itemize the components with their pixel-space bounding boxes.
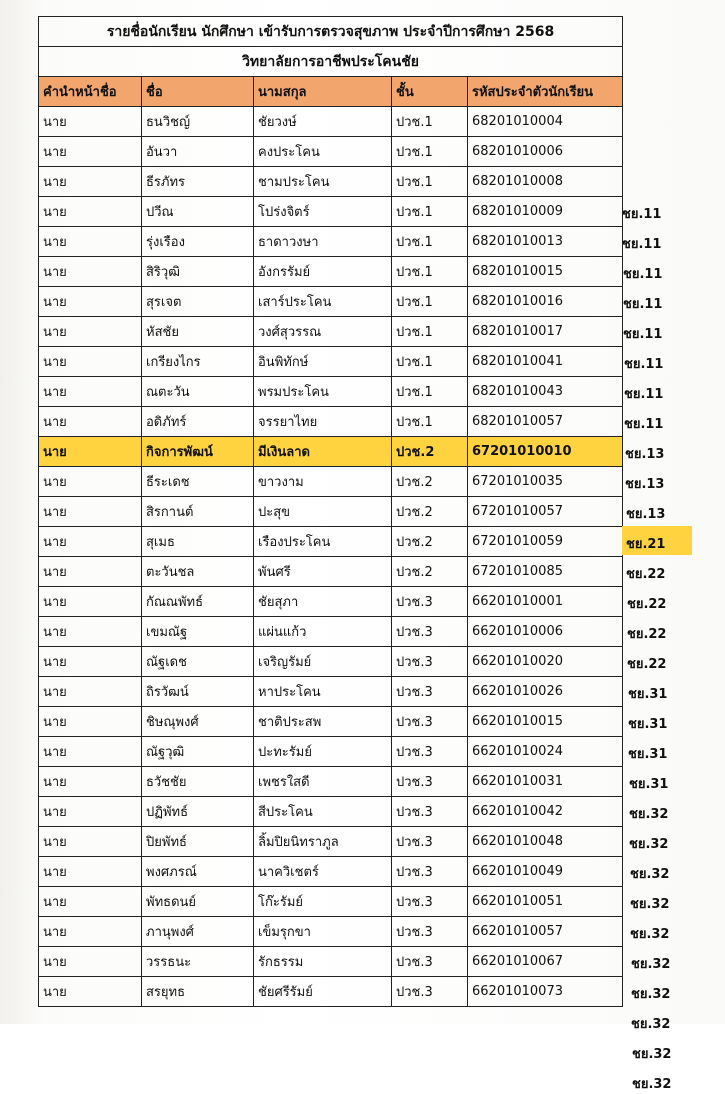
cell-level: ปวช.3 xyxy=(392,797,468,827)
table-row xyxy=(39,737,623,767)
cell-student-id: 66201010042 xyxy=(468,797,623,827)
cell-last-name: ชาติประสพ xyxy=(254,707,392,737)
table-row xyxy=(39,647,623,677)
cell-level: ปวช.3 xyxy=(392,827,468,857)
cell-last-name: รักธรรม xyxy=(254,947,392,977)
cell-level: ปวช.3 xyxy=(392,767,468,797)
cell-prefix: นาย xyxy=(39,857,142,887)
cell-last-name: ปะสุข xyxy=(254,497,392,527)
cell-level: ปวช.3 xyxy=(392,857,468,887)
group-label: ชย.13 xyxy=(625,447,665,462)
cell-student-id: 67201010085 xyxy=(468,557,623,587)
cell-level: ปวช.2 xyxy=(392,437,468,467)
cell-level: ปวช.3 xyxy=(392,707,468,737)
table-row xyxy=(39,407,623,437)
cell-student-id: 66201010026 xyxy=(468,677,623,707)
group-label: ชย.31 xyxy=(628,717,668,732)
cell-student-id: 68201010057 xyxy=(468,407,623,437)
cell-level: ปวช.1 xyxy=(392,107,468,137)
cell-last-name: ลิ้มปิยนิทราภูล xyxy=(254,827,392,857)
cell-prefix: นาย xyxy=(39,107,142,137)
column-header-row xyxy=(39,77,623,107)
group-label: ชย.31 xyxy=(628,687,668,702)
cell-level: ปวช.3 xyxy=(392,977,468,1007)
cell-prefix: นาย xyxy=(39,677,142,707)
table-row xyxy=(39,257,623,287)
group-label: ชย.11 xyxy=(622,237,662,252)
cell-prefix: นาย xyxy=(39,827,142,857)
cell-first-name: สิริวุฒิ xyxy=(142,257,254,287)
group-label: ชย.31 xyxy=(629,777,669,792)
cell-level: ปวช.1 xyxy=(392,227,468,257)
group-label: ชย.32 xyxy=(630,867,670,882)
cell-student-id: 66201010031 xyxy=(468,767,623,797)
cell-prefix: นาย xyxy=(39,587,142,617)
cell-last-name: ปะทะรัมย์ xyxy=(254,737,392,767)
cell-last-name: จรรยาไทย xyxy=(254,407,392,437)
cell-first-name: สรยุทธ xyxy=(142,977,254,1007)
student-roster-table xyxy=(38,16,623,1007)
group-label: ชย.13 xyxy=(626,507,666,522)
group-label: ชย.22 xyxy=(627,597,667,612)
cell-student-id: 68201010041 xyxy=(468,347,623,377)
cell-prefix: นาย xyxy=(39,467,142,497)
roster-sheet xyxy=(38,16,622,1007)
cell-last-name: มีเงินลาด xyxy=(254,437,392,467)
column-header-prefix: คำนำหน้าชื่อ xyxy=(39,77,142,107)
cell-last-name: คงประโคน xyxy=(254,137,392,167)
cell-last-name: หาประโคน xyxy=(254,677,392,707)
group-label: ชย.32 xyxy=(631,957,671,972)
group-label: ชย.32 xyxy=(629,837,669,852)
cell-prefix: นาย xyxy=(39,407,142,437)
college-row xyxy=(39,47,623,77)
cell-last-name: อังกรรัมย์ xyxy=(254,257,392,287)
cell-last-name: ขาวงาม xyxy=(254,467,392,497)
cell-prefix: นาย xyxy=(39,497,142,527)
cell-prefix: นาย xyxy=(39,887,142,917)
group-label: ชย.32 xyxy=(632,1047,672,1062)
table-row xyxy=(39,767,623,797)
table-row xyxy=(39,617,623,647)
cell-student-id: 67201010010 xyxy=(468,437,623,467)
cell-student-id: 66201010024 xyxy=(468,737,623,767)
cell-first-name: ธีรภัทร xyxy=(142,167,254,197)
cell-prefix: นาย xyxy=(39,227,142,257)
cell-prefix: นาย xyxy=(39,767,142,797)
cell-prefix: นาย xyxy=(39,707,142,737)
cell-last-name: เรืองประโคน xyxy=(254,527,392,557)
title-row xyxy=(39,17,623,47)
cell-first-name: ชิษณุพงศ์ xyxy=(142,707,254,737)
cell-student-id: 68201010009 xyxy=(468,197,623,227)
cell-first-name: อันวา xyxy=(142,137,254,167)
cell-first-name: เกรียงไกร xyxy=(142,347,254,377)
table-row xyxy=(39,947,623,977)
table-row xyxy=(39,287,623,317)
cell-last-name: ชัยวงษ์ xyxy=(254,107,392,137)
cell-last-name: เพชรใสดี xyxy=(254,767,392,797)
roster-body xyxy=(39,107,623,1007)
cell-student-id: 66201010048 xyxy=(468,827,623,857)
table-row xyxy=(39,527,623,557)
cell-prefix: นาย xyxy=(39,437,142,467)
cell-student-id: 66201010006 xyxy=(468,617,623,647)
cell-last-name: ธาดาวงษา xyxy=(254,227,392,257)
college-name: วิทยาลัยการอาชีพประโคนชัย xyxy=(39,47,623,77)
table-row xyxy=(39,317,623,347)
cell-first-name: กัณณพัทธ์ xyxy=(142,587,254,617)
cell-prefix: นาย xyxy=(39,317,142,347)
group-label: ชย.21 xyxy=(626,537,666,552)
cell-last-name: สีประโคน xyxy=(254,797,392,827)
cell-level: ปวช.1 xyxy=(392,377,468,407)
table-row xyxy=(39,227,623,257)
cell-last-name: แผ่นแก้ว xyxy=(254,617,392,647)
cell-prefix: นาย xyxy=(39,137,142,167)
cell-prefix: นาย xyxy=(39,347,142,377)
cell-first-name: พงศภรณ์ xyxy=(142,857,254,887)
cell-level: ปวช.2 xyxy=(392,467,468,497)
cell-student-id: 68201010006 xyxy=(468,137,623,167)
group-label: ชย.13 xyxy=(625,477,665,492)
cell-level: ปวช.1 xyxy=(392,137,468,167)
cell-last-name: เสาร์ประโคน xyxy=(254,287,392,317)
cell-level: ปวช.1 xyxy=(392,407,468,437)
cell-first-name: สุรเจต xyxy=(142,287,254,317)
cell-first-name: ธวัชชัย xyxy=(142,767,254,797)
cell-first-name: รุ่งเรือง xyxy=(142,227,254,257)
cell-level: ปวช.3 xyxy=(392,887,468,917)
cell-last-name: เข็มรุกขา xyxy=(254,917,392,947)
cell-student-id: 66201010051 xyxy=(468,887,623,917)
table-row xyxy=(39,917,623,947)
cell-prefix: นาย xyxy=(39,257,142,287)
cell-prefix: นาย xyxy=(39,977,142,1007)
cell-last-name: โปร่งจิตร์ xyxy=(254,197,392,227)
cell-level: ปวช.3 xyxy=(392,737,468,767)
column-header-first-name: ชื่อ xyxy=(142,77,254,107)
cell-student-id: 68201010004 xyxy=(468,107,623,137)
cell-level: ปวช.3 xyxy=(392,677,468,707)
cell-student-id: 68201010008 xyxy=(468,167,623,197)
table-row xyxy=(39,347,623,377)
table-row xyxy=(39,827,623,857)
cell-first-name: ปฏิพัทธ์ xyxy=(142,797,254,827)
cell-first-name: หัสชัย xyxy=(142,317,254,347)
group-label: ชย.32 xyxy=(629,807,669,822)
cell-level: ปวช.3 xyxy=(392,647,468,677)
group-label: ชย.32 xyxy=(631,1017,671,1032)
table-row xyxy=(39,587,623,617)
cell-student-id: 67201010035 xyxy=(468,467,623,497)
group-label: ชย.22 xyxy=(627,627,667,642)
cell-prefix: นาย xyxy=(39,737,142,767)
table-row xyxy=(39,437,623,467)
cell-student-id: 66201010073 xyxy=(468,977,623,1007)
column-header-last-name: นามสกุล xyxy=(254,77,392,107)
group-label: ชย.11 xyxy=(624,387,664,402)
group-label: ชย.32 xyxy=(631,987,671,1002)
table-row xyxy=(39,557,623,587)
cell-last-name: ชัยศรีรัมย์ xyxy=(254,977,392,1007)
cell-last-name: โก๊ะรัมย์ xyxy=(254,887,392,917)
cell-level: ปวช.3 xyxy=(392,587,468,617)
group-label: ชย.11 xyxy=(623,267,663,282)
cell-first-name: ณัฐวุฒิ xyxy=(142,737,254,767)
cell-student-id: 66201010020 xyxy=(468,647,623,677)
cell-last-name: พันศรี xyxy=(254,557,392,587)
cell-prefix: นาย xyxy=(39,647,142,677)
cell-level: ปวช.2 xyxy=(392,527,468,557)
cell-student-id: 68201010015 xyxy=(468,257,623,287)
table-row xyxy=(39,857,623,887)
cell-last-name: ชัยสุภา xyxy=(254,587,392,617)
cell-level: ปวช.1 xyxy=(392,257,468,287)
cell-last-name: นาควิเชตร์ xyxy=(254,857,392,887)
group-label: ชย.22 xyxy=(627,657,667,672)
cell-first-name: ณัฐเดช xyxy=(142,647,254,677)
group-label: ชย.11 xyxy=(623,297,663,312)
cell-first-name: สิรกานต์ xyxy=(142,497,254,527)
table-row xyxy=(39,497,623,527)
cell-level: ปวช.3 xyxy=(392,617,468,647)
column-header-level: ชั้น xyxy=(392,77,468,107)
cell-level: ปวช.3 xyxy=(392,947,468,977)
cell-first-name: ตะวันชล xyxy=(142,557,254,587)
cell-prefix: นาย xyxy=(39,527,142,557)
cell-first-name: ปิยพัทธ์ xyxy=(142,827,254,857)
cell-level: ปวช.1 xyxy=(392,347,468,377)
cell-prefix: นาย xyxy=(39,617,142,647)
cell-first-name: ธีระเดช xyxy=(142,467,254,497)
table-row xyxy=(39,107,623,137)
table-row xyxy=(39,887,623,917)
cell-prefix: นาย xyxy=(39,167,142,197)
cell-student-id: 68201010013 xyxy=(468,227,623,257)
cell-student-id: 67201010057 xyxy=(468,497,623,527)
table-row xyxy=(39,977,623,1007)
cell-student-id: 66201010057 xyxy=(468,917,623,947)
cell-level: ปวช.2 xyxy=(392,557,468,587)
cell-first-name: กิจการพัฒน์ xyxy=(142,437,254,467)
cell-first-name: ธนวิชญ์ xyxy=(142,107,254,137)
table-row xyxy=(39,167,623,197)
table-row xyxy=(39,677,623,707)
cell-first-name: ถิรวัฒน์ xyxy=(142,677,254,707)
table-row xyxy=(39,797,623,827)
cell-last-name: พรมประโคน xyxy=(254,377,392,407)
cell-prefix: นาย xyxy=(39,797,142,827)
cell-first-name: อดิภัทร์ xyxy=(142,407,254,437)
cell-level: ปวช.3 xyxy=(392,917,468,947)
column-header-student-id: รหัสประจำตัวนักเรียน xyxy=(468,77,623,107)
cell-first-name: สุเมธ xyxy=(142,527,254,557)
cell-student-id: 66201010067 xyxy=(468,947,623,977)
cell-prefix: นาย xyxy=(39,287,142,317)
cell-first-name: ณตะวัน xyxy=(142,377,254,407)
group-label: ชย.11 xyxy=(623,327,663,342)
table-row xyxy=(39,137,623,167)
cell-prefix: นาย xyxy=(39,917,142,947)
group-label: ชย.31 xyxy=(628,747,668,762)
table-row xyxy=(39,197,623,227)
table-row xyxy=(39,467,623,497)
cell-prefix: นาย xyxy=(39,377,142,407)
cell-level: ปวช.1 xyxy=(392,167,468,197)
group-label: ชย.32 xyxy=(630,927,670,942)
group-label: ชย.11 xyxy=(622,207,662,222)
cell-student-id: 68201010017 xyxy=(468,317,623,347)
cell-last-name: ชามประโคน xyxy=(254,167,392,197)
cell-first-name: ปวีณ xyxy=(142,197,254,227)
cell-student-id: 68201010016 xyxy=(468,287,623,317)
cell-level: ปวช.1 xyxy=(392,197,468,227)
cell-level: ปวช.1 xyxy=(392,287,468,317)
cell-last-name: อินพิทักษ์ xyxy=(254,347,392,377)
group-label: ชย.11 xyxy=(624,357,664,372)
cell-student-id: 68201010043 xyxy=(468,377,623,407)
cell-prefix: นาย xyxy=(39,197,142,227)
cell-prefix: นาย xyxy=(39,947,142,977)
cell-last-name: วงศ์สุวรรณ xyxy=(254,317,392,347)
cell-first-name: ภานุพงศ์ xyxy=(142,917,254,947)
group-label: ชย.22 xyxy=(626,567,666,582)
cell-student-id: 66201010001 xyxy=(468,587,623,617)
cell-first-name: วรรธนะ xyxy=(142,947,254,977)
cell-first-name: เขมณัฐ xyxy=(142,617,254,647)
cell-first-name: พัทธดนย์ xyxy=(142,887,254,917)
document-title: รายชื่อนักเรียน นักศึกษา เข้ารับการตรวจสุขภาพ ประจำปีการศึกษา 2568 xyxy=(39,17,623,47)
cell-student-id: 66201010049 xyxy=(468,857,623,887)
table-row xyxy=(39,377,623,407)
table-row xyxy=(39,707,623,737)
cell-student-id: 66201010015 xyxy=(468,707,623,737)
group-label: ชย.32 xyxy=(632,1077,672,1092)
cell-level: ปวช.1 xyxy=(392,317,468,347)
cell-last-name: เจริญรัมย์ xyxy=(254,647,392,677)
group-label: ชย.11 xyxy=(624,417,664,432)
cell-prefix: นาย xyxy=(39,557,142,587)
cell-level: ปวช.2 xyxy=(392,497,468,527)
cell-student-id: 67201010059 xyxy=(468,527,623,557)
group-label: ชย.32 xyxy=(630,897,670,912)
